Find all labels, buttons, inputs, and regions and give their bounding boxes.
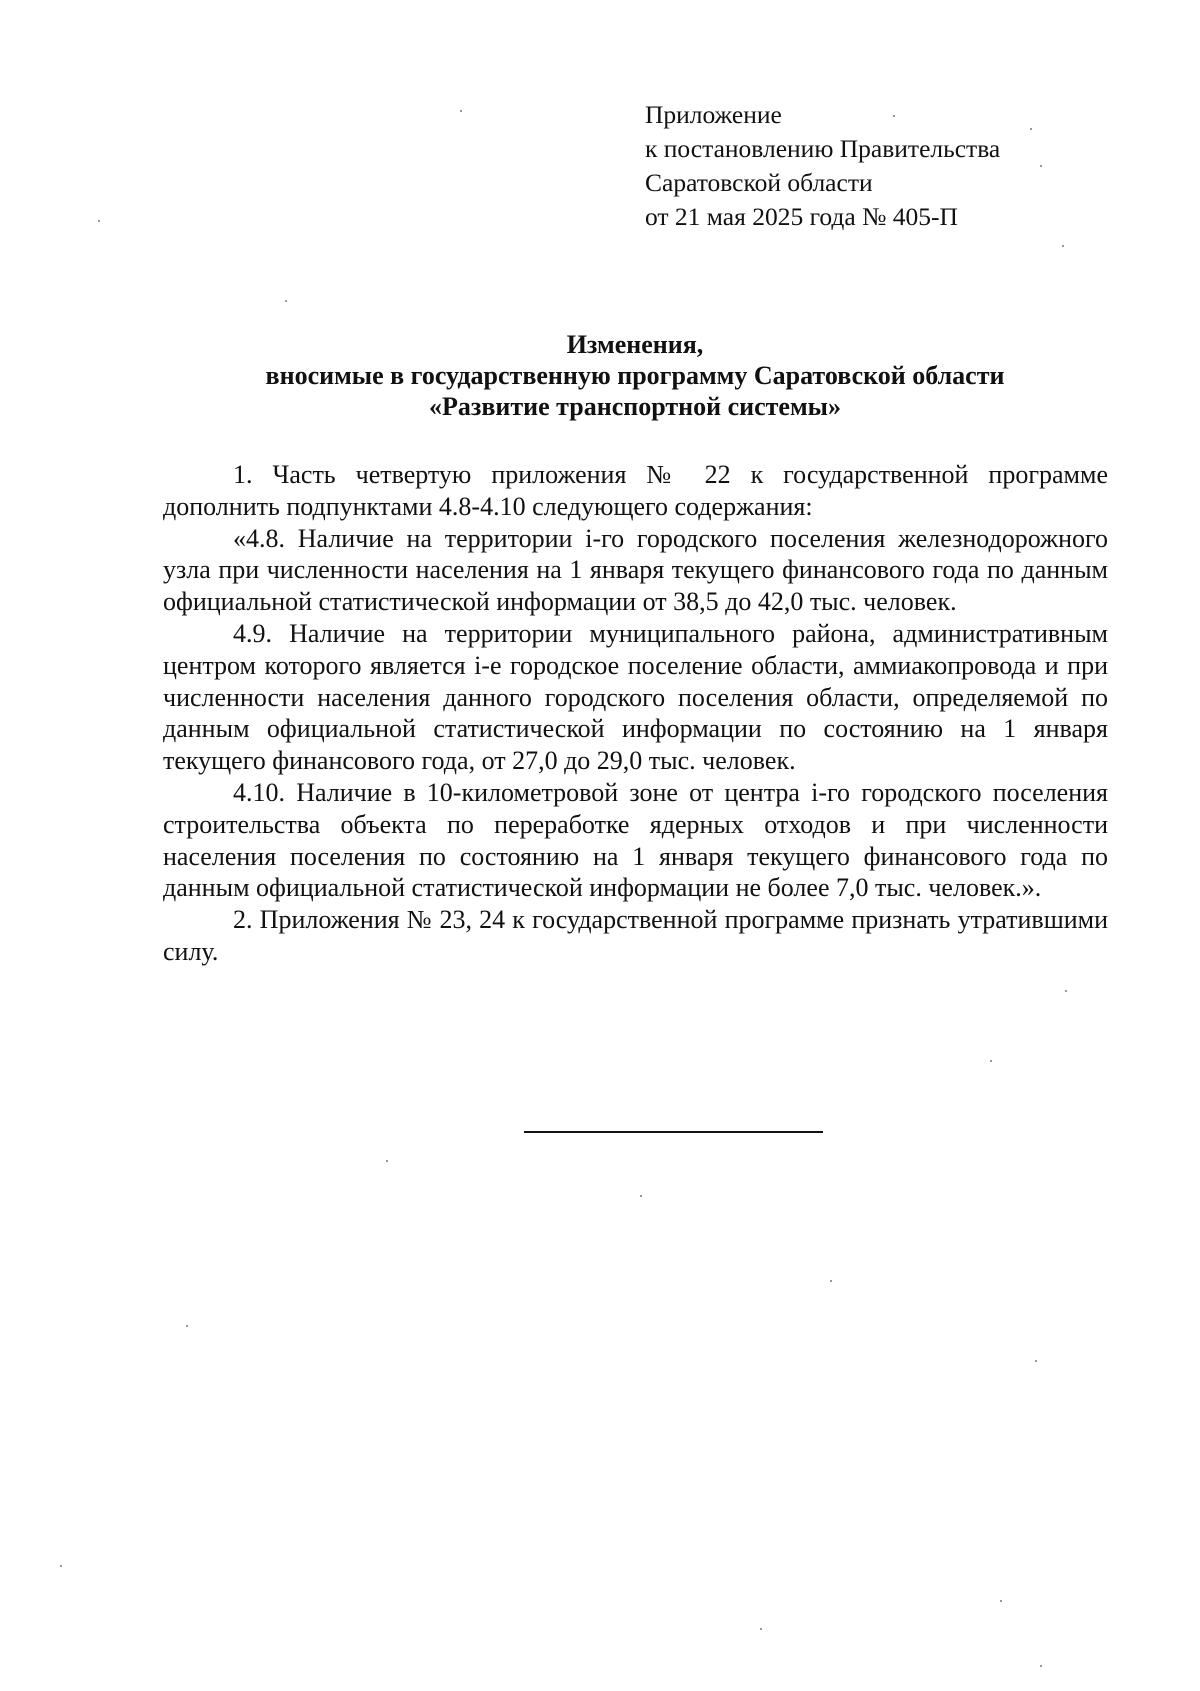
scan-speck [1040, 165, 1042, 167]
document-body [163, 459, 1108, 968]
paragraph-4-8: «4.8. Наличие на территории i-го городского поселения железнодорожного узла при численности населения на 1 января текущего финансового года по данным официальной статистической информации от 38,5 до 42,0 тыс. человек. [163, 523, 1108, 617]
approval-line-4: от 21 мая 2025 года № 405-П [645, 202, 958, 231]
approval-line-1: Приложение [645, 100, 782, 129]
scan-speck [830, 1280, 832, 1282]
scan-speck [386, 1160, 388, 1162]
scan-speck [1065, 990, 1067, 992]
approval-line-3: Саратовской области [645, 168, 873, 197]
scan-speck [60, 1565, 62, 1567]
paragraph-4-10: 4.10. Наличие в 10-километровой зоне от центра i-го городского поселения строительства объекта по переработке ядерных отходов и при численности населения поселения по состоянию на 1 января текущего финансового года по данным официальной статистической информации не более 7,0 тыс. человек.». [163, 777, 1108, 903]
scan-speck [1000, 1600, 1002, 1602]
scan-speck [1030, 128, 1032, 130]
scan-speck [1035, 1360, 1037, 1362]
approval-line-2: к постановлению Правительства [645, 134, 1001, 163]
scan-speck [98, 220, 100, 222]
document-title [160, 329, 1110, 422]
title-line-3: «Развитие транспортной системы» [429, 392, 841, 421]
paragraph-1: 1. Часть четвертую приложения № 22 к государственной программе дополнить подпунктами 4.8-4.10 следующего содержания: [163, 460, 1108, 521]
paragraph-4-9: 4.9. Наличие на территории муниципального района, административным центром которого является i-е городское поселение области, аммиакопровода и при численности населения данного городского поселения области, определяемой по данным официальной статистической информации по состоянию на 1 января текущего финансового года, от 27,0 до 29,0 тыс. человек. [163, 618, 1108, 776]
scan-speck [1040, 1665, 1042, 1667]
scan-speck [990, 1060, 992, 1062]
scan-speck [285, 300, 287, 302]
scan-speck [760, 1628, 762, 1630]
paragraph-2: 2. Приложения № 23, 24 к государственной программе признать утратившими силу. [163, 905, 1108, 966]
scan-speck [186, 1325, 188, 1327]
scan-speck [1062, 245, 1064, 247]
end-separator-line [524, 1131, 823, 1133]
title-line-2: вносимые в государственную программу Саратовской области [265, 361, 1005, 390]
approval-block [645, 98, 1115, 234]
scan-speck [640, 1195, 642, 1197]
scan-speck [460, 110, 462, 112]
title-line-1: Изменения, [566, 330, 704, 359]
scan-speck [893, 115, 895, 117]
